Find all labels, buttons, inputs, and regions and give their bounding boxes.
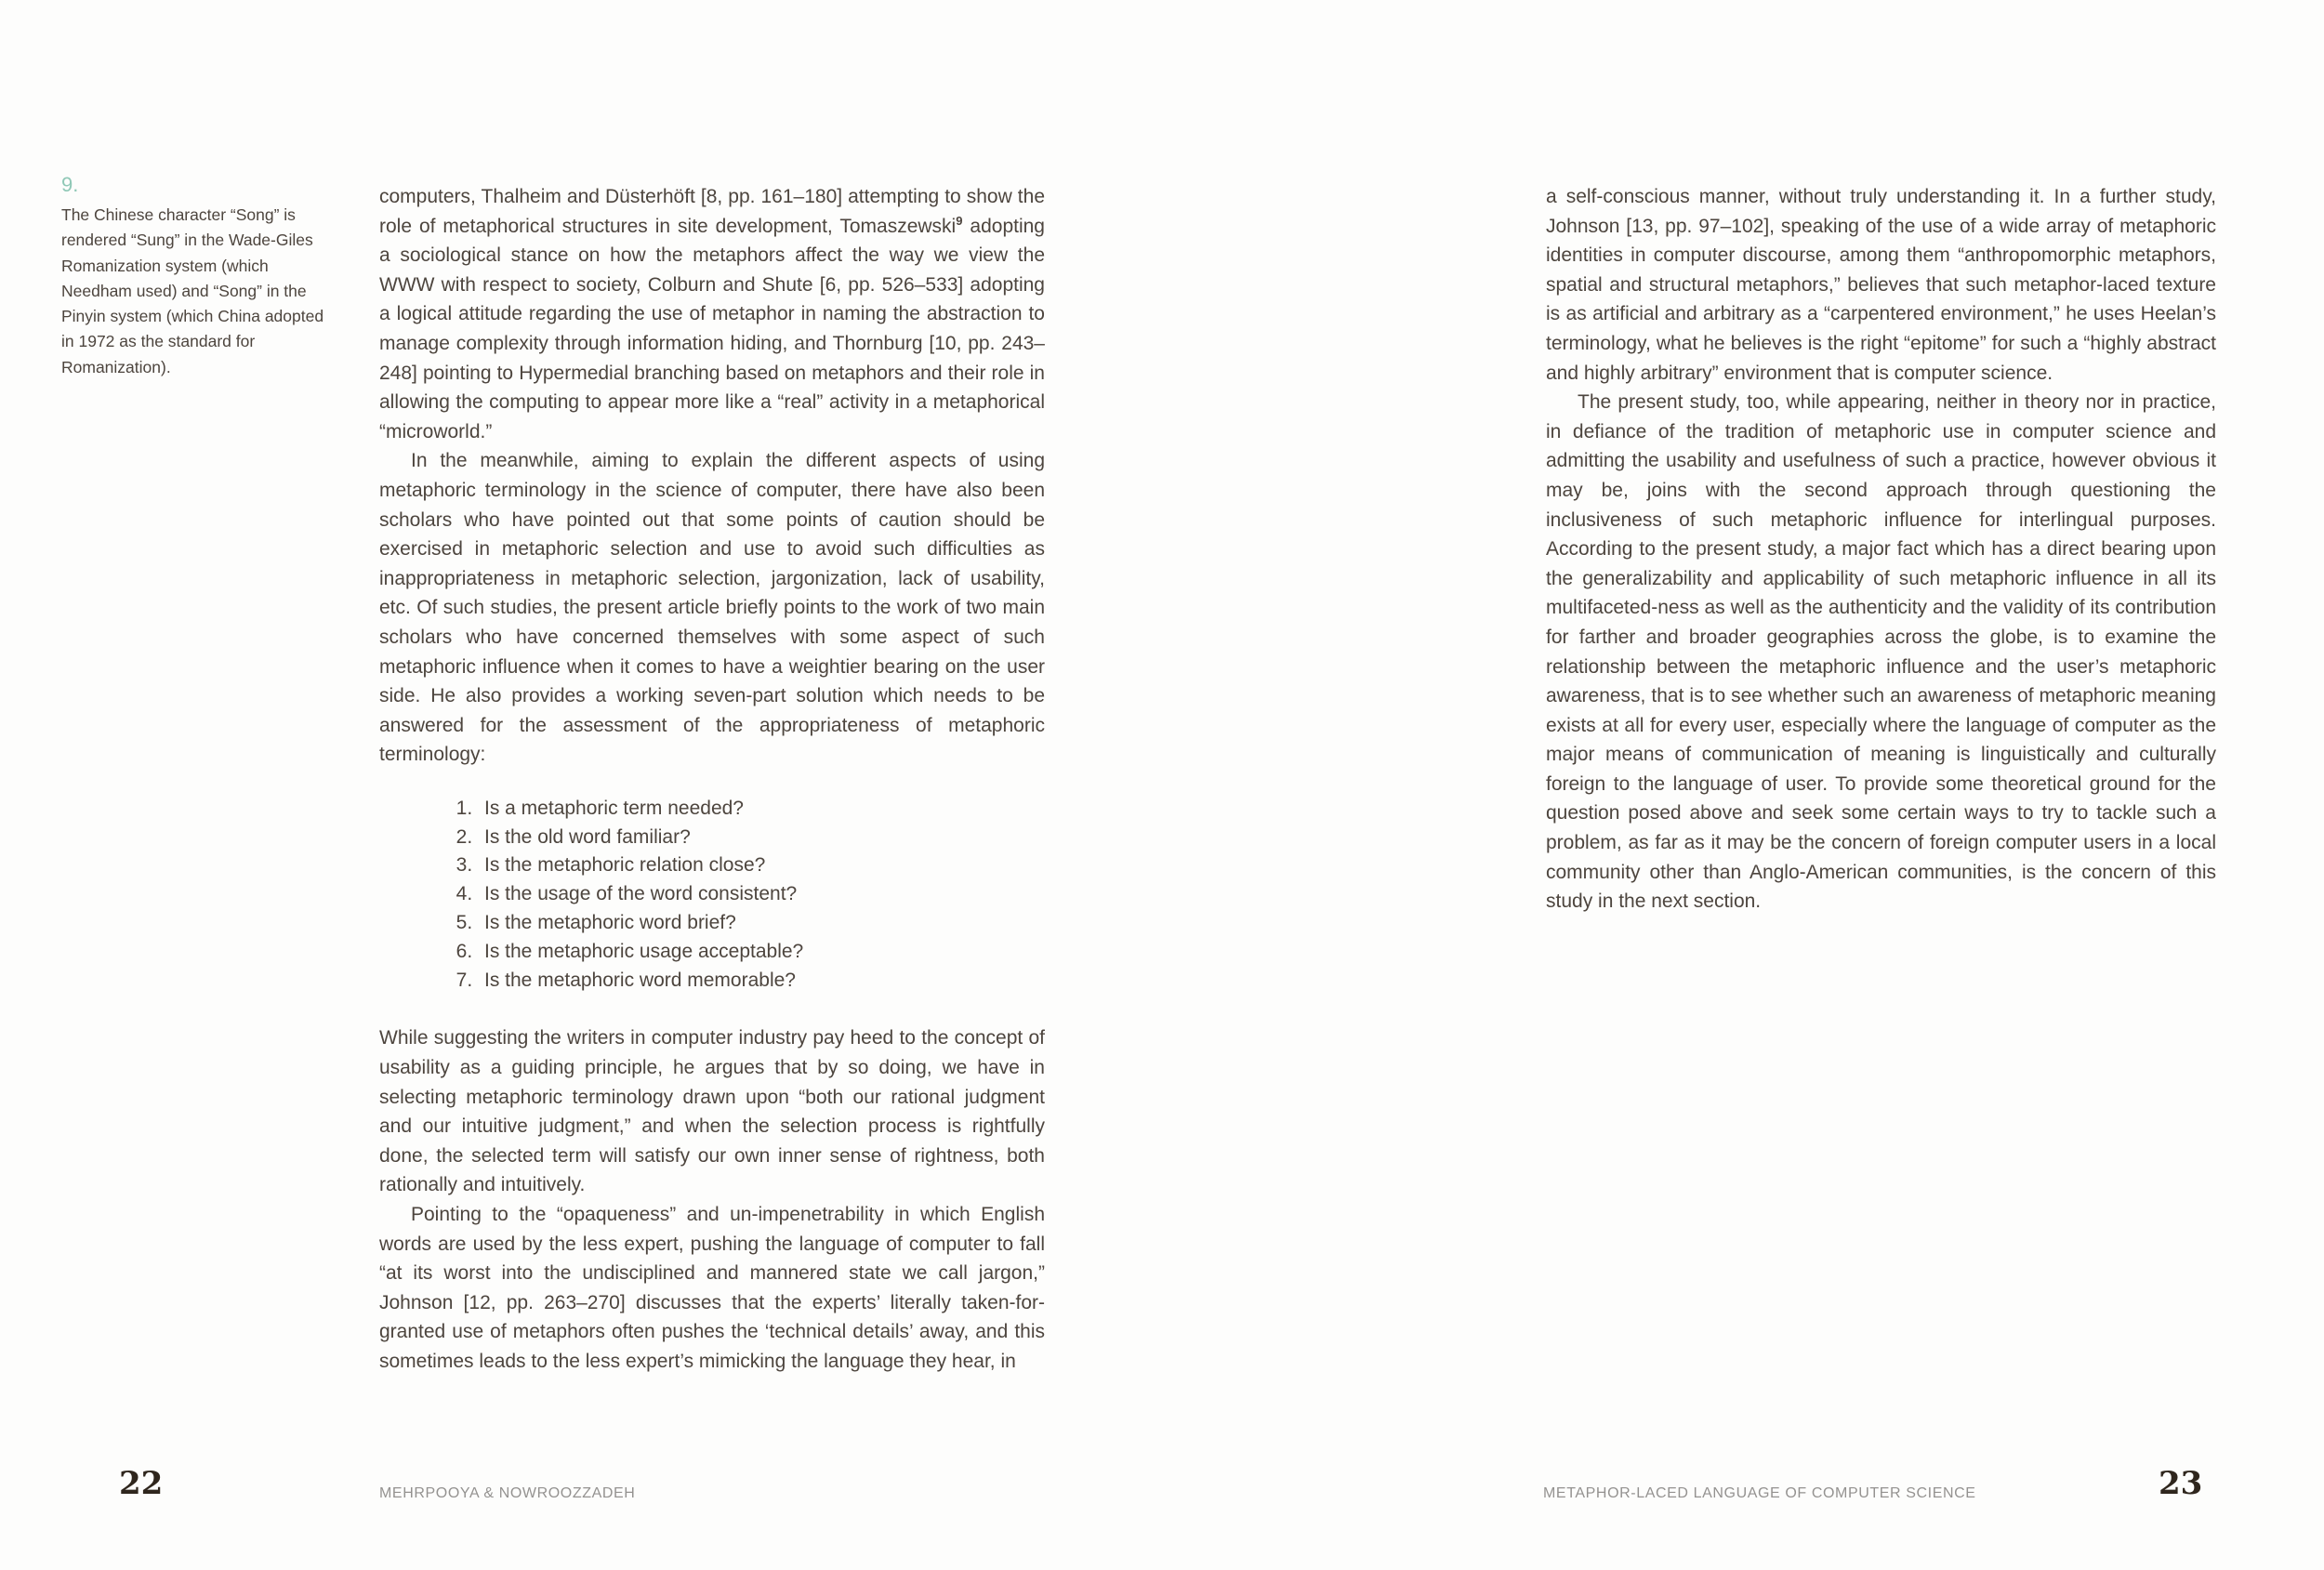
list-item: 1. Is a metaphoric term needed? [478, 795, 1045, 824]
footnote-text: The Chinese character “Song” is rendered “Sung” in the Wade-Giles Romanization system (which Needham used) and “Song” in the Pinyin system (which China adopted in 1972 as the standard for Romanization). [61, 205, 324, 376]
paragraph: Pointing to the “opaqueness” and un-impenetrability in which English words are used by the less expert, pushing the language of computer to fall “at its worst into the undisciplined and mannered state we call jargon,” Johnson [12, pp. 263–270] discusses that the experts’ literally taken-for-granted use of metaphors often pushes the ‘technical details’ away, and this sometimes leads to the less expert’s mimicking the language they hear, in [379, 1204, 1045, 1372]
list-item: 2. Is the old word familiar? [478, 824, 1045, 852]
assessment-question-list [379, 795, 1045, 996]
running-head-authors: MEHRPOOYA & NOWROOZZADEH [379, 1485, 636, 1501]
footnote-ref-9: 9 [956, 213, 963, 228]
right-page-text-column [1546, 182, 2216, 917]
list-item: 7. Is the metaphoric word memorable? [478, 967, 1045, 996]
paragraph [379, 182, 1045, 446]
page-number-left: 22 [119, 1465, 164, 1502]
paragraph: a self-conscious manner, without truly understanding it. In a further study, Johnson [13, pp. 97–102], speaking of the use of a wide array of metaphoric identities in computer discourse, among them “anthropomorphic metaphors, spatial and structural metaphors,” believes that such metaphor-laced texture is as artificial and arbitrary as a “carpentered environment,” he uses Heelan’s terminology, what he believes is the right “epitome” for such a “highly abstract and highly arbitrary” environment that is computer science. [1546, 186, 2216, 384]
left-page-text-column [379, 182, 1045, 1377]
paragraph-text: computers, Thalheim and Düsterhöft [8, pp. 161–180] attempting to show the role of metaphorical structures in site development, Tomaszewski [379, 186, 1045, 237]
paragraph: The present study, too, while appearing, neither in theory nor in practice, in defiance of the tradition of metaphoric use in computer science and admitting the usability and usefulness of such a practice, however obvious it may be, joins with the second approach through questioning the inclusiveness of such metaphoric influence for interlingual purposes. According to the present study, a major fact which has a direct bearing upon the generalizability and applicability of such metaphoric influence in all its multifaceted-ness as well as the authenticity and the validity of its contribution for farther and broader geographies across the globe, is to examine the relationship between the metaphoric influence and the user’s metaphoric awareness, that is to see whether such an awareness of metaphoric meaning exists at all for every user, especially where the language of computer as the major means of communication of meaning is linguistically and culturally foreign to the language of user. To provide some theoretical ground for the question posed above and seek some certain ways to try to tackle such a problem, as far as it may be the concern of foreign computer users in a local community other than Anglo-American communities, is the concern of this study in the next section. [1546, 391, 2216, 913]
list-item: 4. Is the usage of the word consistent? [478, 880, 1045, 909]
paragraph-text: adopting a sociological stance on how the metaphors affect the way we view the WWW with respect to society, Colburn and Shute [6, pp. 526–533] adopting a logical attitude regarding the use of metaphor in naming the abstraction to manage complexity through information hiding, and Thornburg [10, pp. 243–248] pointing to Hypermedial branching based on metaphors and their role in allowing the computing to appear more like a “real” activity in a metaphorical “microworld.” [379, 215, 1045, 442]
list-item: 5. Is the metaphoric word brief? [478, 909, 1045, 938]
running-head-article-title: METAPHOR-LACED LANGUAGE OF COMPUTER SCIENCE [1543, 1485, 1976, 1501]
page-number-right: 23 [2159, 1465, 2203, 1502]
margin-footnote [61, 173, 337, 380]
paragraph: While suggesting the writers in computer industry pay heed to the concept of usability as a guiding principle, he argues that by so doing, we have in selecting metaphoric terminology drawn upon “both our rational judgment and our intuitive judgment,” and when the selection process is rightfully done, the selected term will satisfy our own inner sense of rightness, both rationally and intuitively. [379, 1027, 1045, 1196]
paragraph: In the meanwhile, aiming to explain the different aspects of using metaphoric terminology in the science of computer, there have also been scholars who have pointed out that some points of caution should be exercised in metaphoric selection and use to avoid such difficulties as inappropriateness in metaphoric selection, jargonization, lack of usability, etc. Of such studies, the present article briefly points to the work of two main scholars who have concerned themselves with some aspect of such metaphoric influence when it comes to have a weightier bearing on the user side. He also provides a working seven-part solution which needs to be answered for the assessment of the appropriateness of metaphoric terminology: [379, 450, 1045, 766]
list-item: 6. Is the metaphoric usage acceptable? [478, 938, 1045, 967]
list-item: 3. Is the metaphoric relation close? [478, 851, 1045, 880]
footnote-number: 9. [61, 173, 79, 196]
